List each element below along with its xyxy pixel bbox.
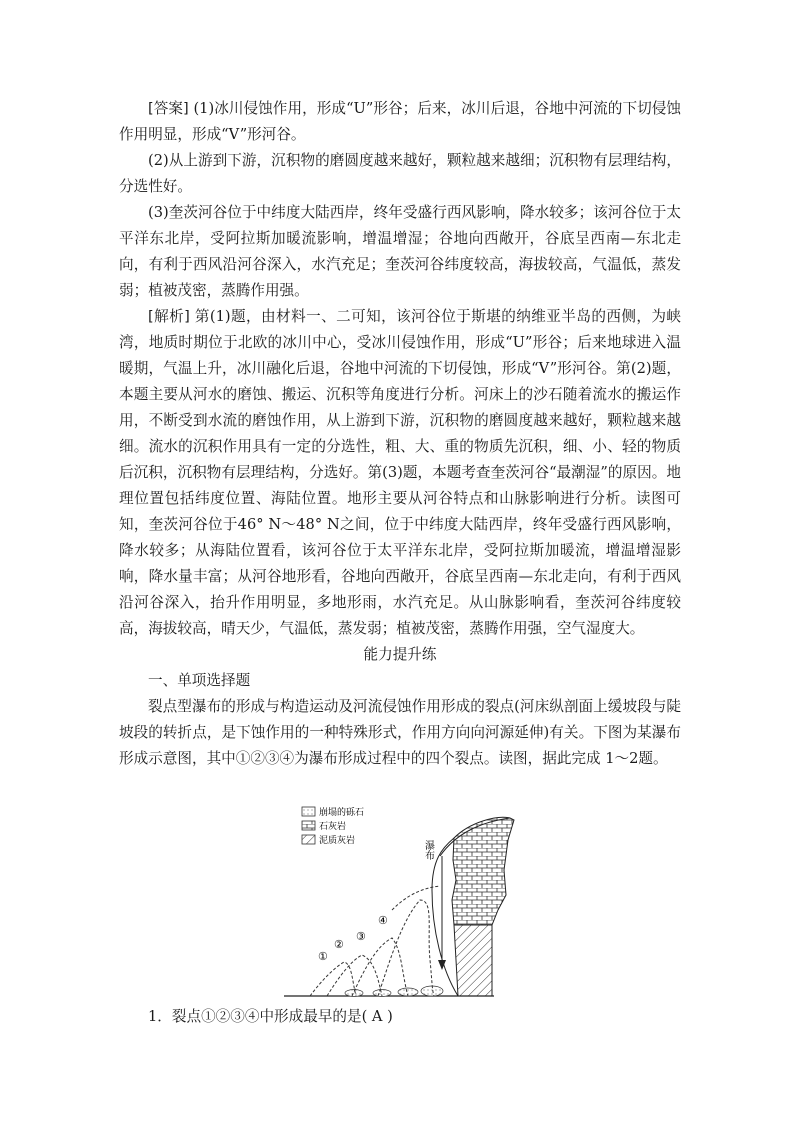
section-title: 能力提升练 <box>363 646 437 663</box>
gravel-deposits <box>345 986 443 997</box>
analysis-text: 第(1)题，由材料一、二可知，该河谷位于斯堪的纳维亚半岛的西侧，为峡湾，地质时期位于北欧的冰川中心，受冰川侵蚀作用，形成“U”形谷；后来地球进入温暖期，气温上升，冰川融化后退，谷地中河流的下切侵蚀，形成“V”形河谷。第(2)题，本题主要从河水的磨蚀、搬运、沉积等角度进行分析。河床上的沙石随着流水的搬运作用，不断受到水流的磨蚀作用，从上游到下游，沉积物的磨圆度越来越好，颗粒越来越细。流水的沉积作用具有一定的分选性，粗、大、重的物质先沉积，细、小、轻的物质后沉积，沉积物有层理结构，分选好。第(3)题，本题考查奎茨河谷“最潮湿”的原因。地理位置包括纬度位置、海陆位置。地形主要从河谷特点和山脉影响进行分析。读图可知，奎茨河谷位于46° N～48° N之间，位于中纬度大陆西岸，终年受盛行西风影响，降水较多；从海陆位置看，该河谷位于太平洋东北岸，受阿拉斯加暖流，增温增湿影响，降水量丰富；从河谷地形看，谷地向西敞开，谷底呈西南—东北走向，有利于西风沿河谷深入，抬升作用明显，多地形雨，水汽充足。从山脉影响看，奎茨河谷纬度较高，海拔较高，晴天少，气温低，蒸发弱；植被茂密，蒸腾作用强，空气湿度大。 <box>119 308 681 637</box>
knickpoint-2: ② <box>334 938 344 951</box>
answer-paragraph-2: (2)从上游到下游，沉积物的磨圆度越来越好，颗粒越来越细；沉积物有层理结构，分选性好。 <box>119 152 681 195</box>
knickpoint-4: ④ <box>378 914 388 927</box>
legend-label-marl: 泥质灰岩 <box>319 836 356 846</box>
legend-swatch-gravel <box>302 807 315 816</box>
legend-label-limestone: 石灰岩 <box>319 822 347 832</box>
answer-tag: [答案] <box>148 100 189 117</box>
waterfall-label: 瀑布 <box>422 840 434 860</box>
knickpoint-profiles <box>310 886 440 996</box>
answer-text-1: (1)冰川侵蚀作用，形成“U”形谷；后来，冰川后退，谷地中河流的下切侵蚀作用明显，形成“V”形河谷。 <box>119 100 682 143</box>
limestone-cliff <box>452 817 514 925</box>
knickpoint-labels <box>318 914 388 963</box>
marl-cliff <box>454 925 492 996</box>
legend-label-gravel: 崩塌的砾石 <box>319 808 365 818</box>
subsection-title: 一、单项选择题 <box>148 672 251 689</box>
analysis-tag: [解析] <box>148 308 190 325</box>
legend-swatch-marl <box>302 835 315 844</box>
question-intro: 裂点型瀑布的形成与构造运动及河流侵蚀作用形成的裂点(河床纵剖面上缓坡段与陡坡段的转折点，是下蚀作用的一种特殊形式，作用方向向河源延伸)有关。下图为某瀑布形成示意图，其中①②③④为瀑布形成过程中的四个裂点。读图，据此完成 1～2题。 <box>119 698 681 767</box>
question-1: 1．裂点①②③④中形成最早的是( A ) <box>148 1008 393 1025</box>
waterfall-diagram <box>282 800 522 1005</box>
document-body <box>119 96 681 772</box>
answer-paragraph-1 <box>119 96 681 148</box>
legend-swatch-limestone <box>302 821 315 830</box>
knickpoint-3: ③ <box>356 930 366 943</box>
knickpoint-1: ① <box>318 950 328 963</box>
analysis-paragraph <box>119 304 681 642</box>
answer-paragraph-3: (3)奎茨河谷位于中纬度大陆西岸，终年受盛行西风影响，降水较多；该河谷位于太平洋东北岸，受阿拉斯加暖流影响，增温增湿；谷地向西敞开，谷底呈西南—东北走向，有利于西风沿河谷深入，水汽充足；奎茨河谷纬度较高，海拔较高，气温低，蒸发弱；植被茂密，蒸腾作用强。 <box>119 204 681 299</box>
legend <box>302 806 364 846</box>
